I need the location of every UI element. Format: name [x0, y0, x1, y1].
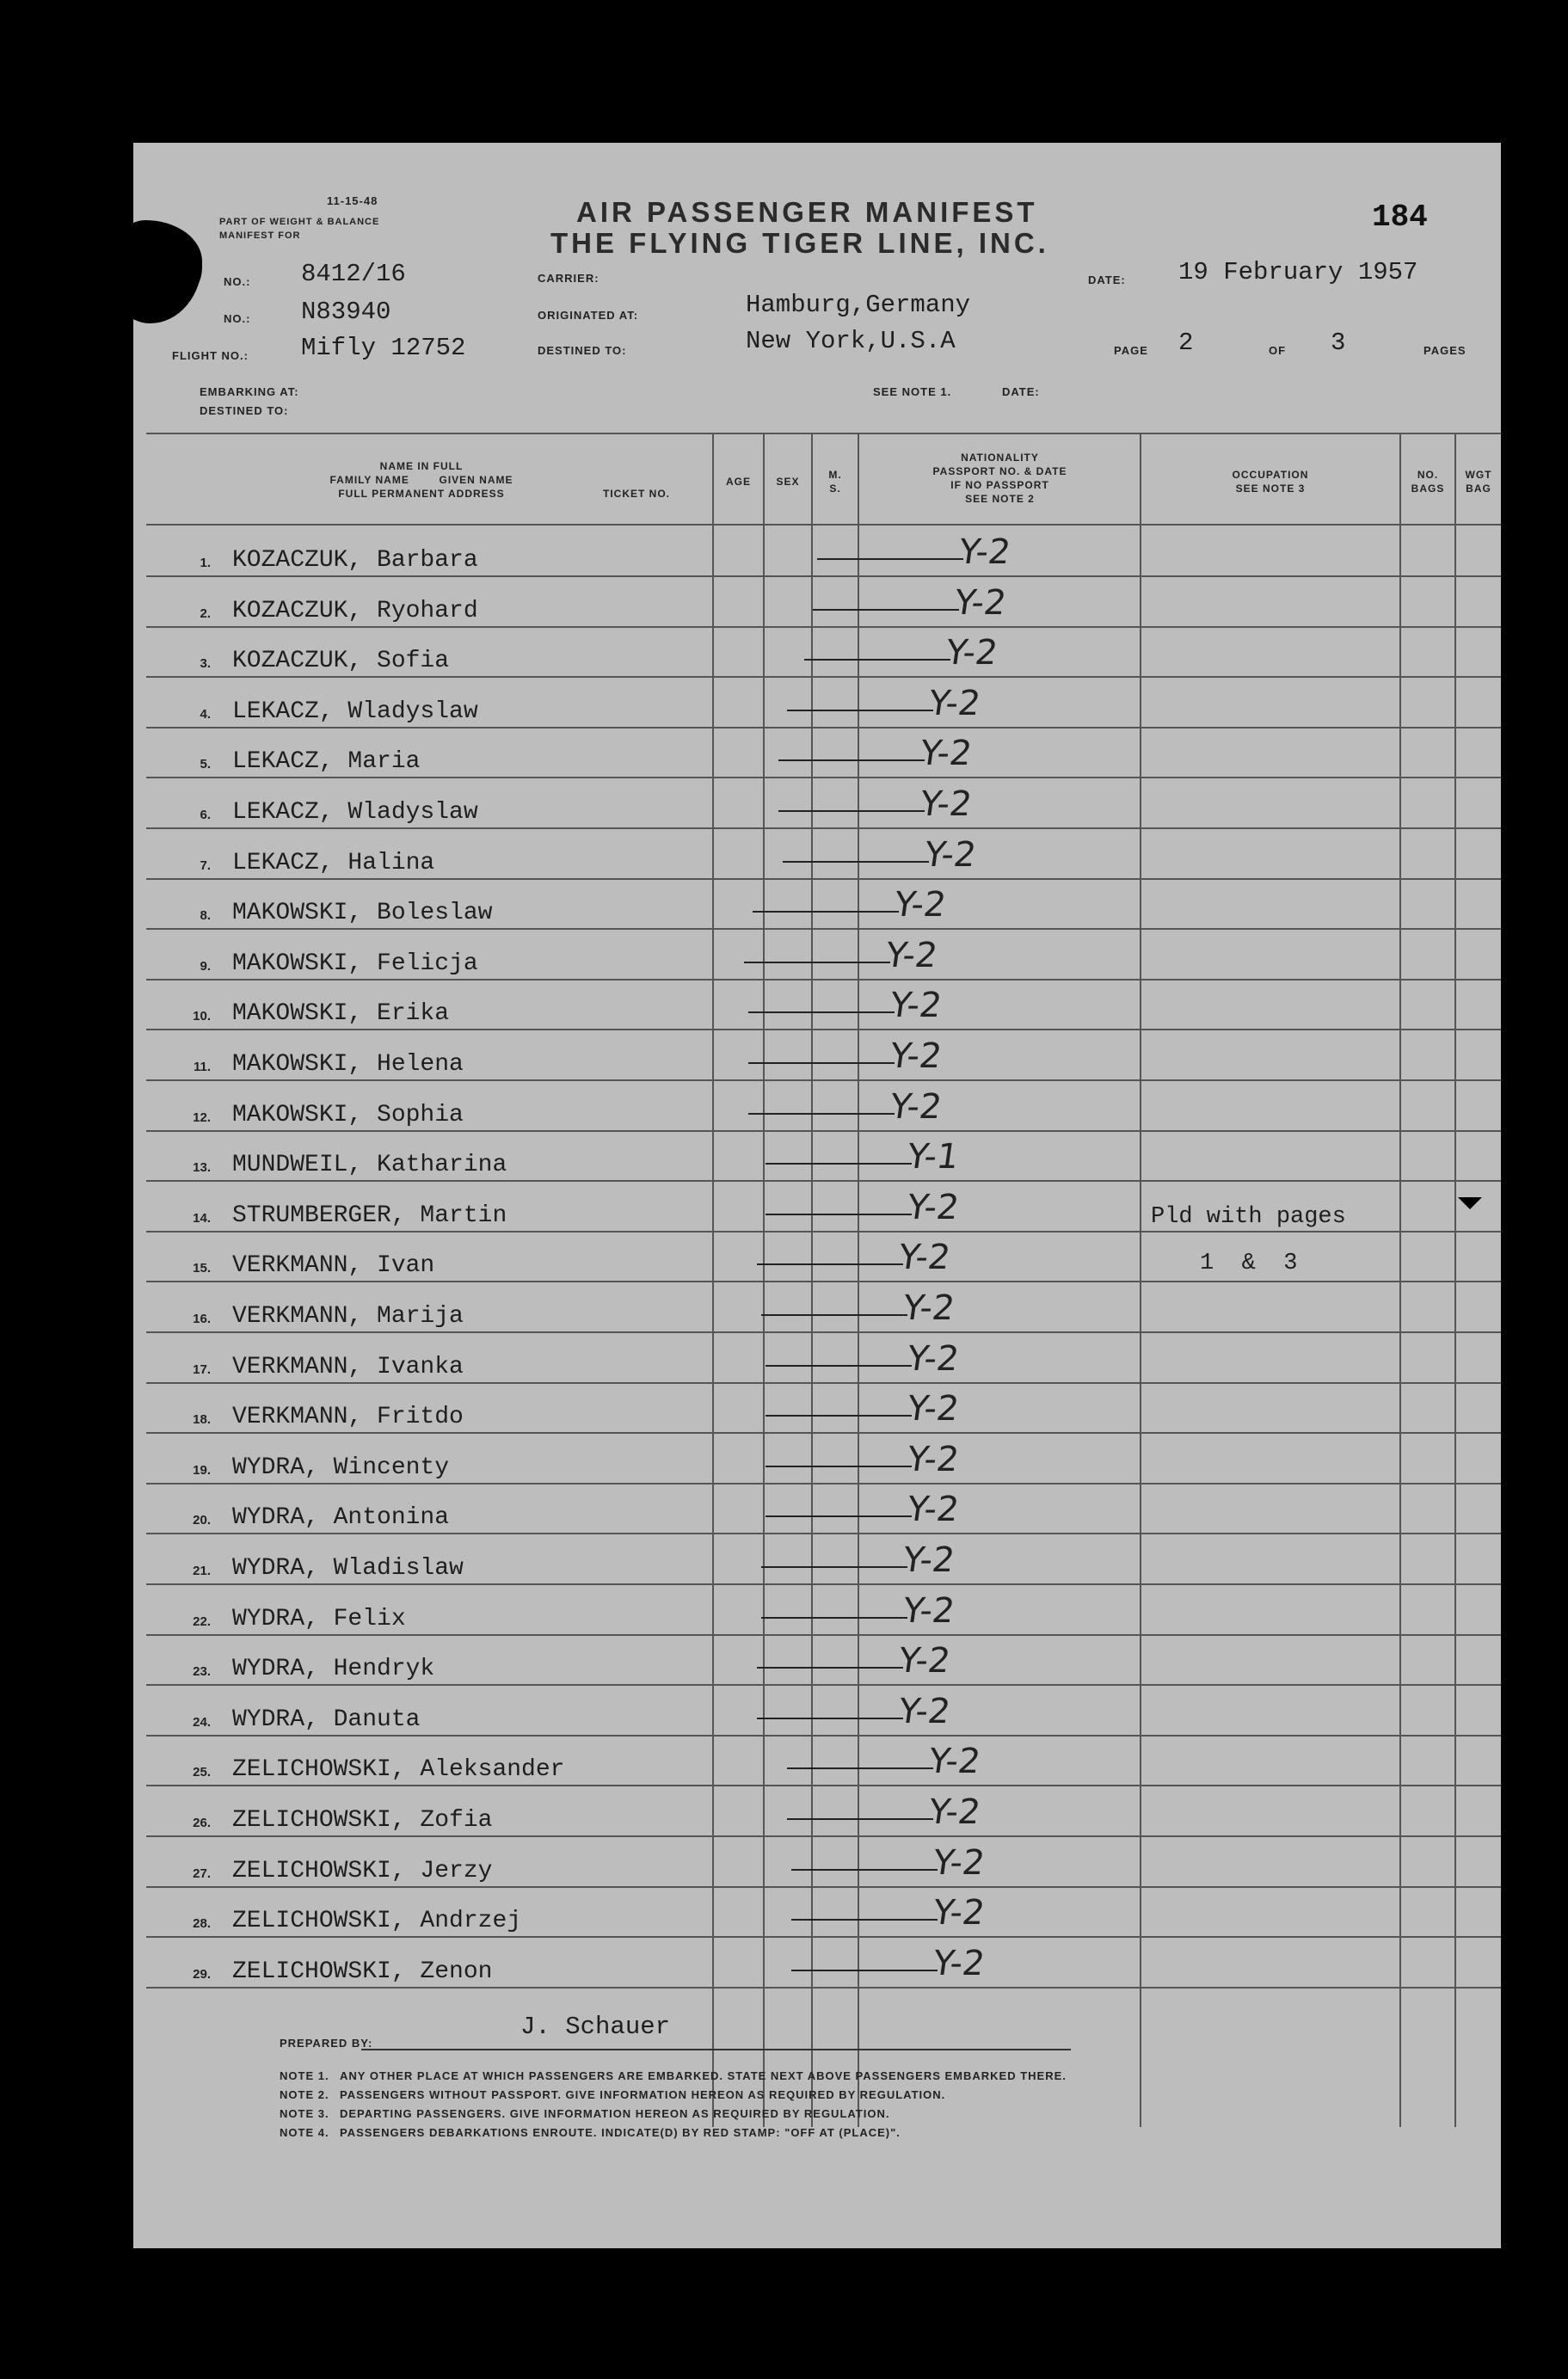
handwritten-mark: Y-2: [956, 532, 1013, 572]
passenger-name: VERKMANN, Ivan: [232, 1252, 435, 1280]
occ-header-line1: OCCUPATION: [1232, 469, 1309, 481]
ms-header-line1: M.: [828, 469, 842, 481]
embarking-label: EMBARKING AT:: [200, 385, 299, 398]
occupation-note-line2: 1 & 3: [1200, 1251, 1298, 1276]
embark-date-label: DATE:: [1002, 385, 1040, 398]
handwritten-mark: Y-2: [930, 1943, 987, 1983]
form-part-line1: PART OF WEIGHT & BALANCE: [219, 217, 380, 227]
handwritten-mark: Y-2: [895, 1641, 953, 1681]
table-row: [146, 1231, 1501, 1282]
passenger-name: MAKOWSKI, Boleslaw: [232, 900, 493, 927]
age-dash-mark: [766, 1515, 912, 1517]
note-4-text: PASSENGERS DEBARKATIONS ENROUTE. INDICATE(D) BY RED STAMP: "OFF AT (PLACE)".: [340, 2126, 901, 2139]
passenger-name: KOZACZUK, Ryohard: [232, 597, 478, 624]
row-number: 29.: [193, 1966, 211, 1982]
handwritten-mark: Y-2: [887, 1086, 944, 1127]
age-dash-mark: [787, 1818, 933, 1820]
row-number: 20.: [193, 1513, 211, 1528]
table-row: [146, 1282, 1501, 1333]
embark-destined-label: DESTINED TO:: [200, 404, 289, 417]
passenger-name: ZELICHOWSKI, Andrzej: [232, 1908, 522, 1935]
handwritten-mark: Y-2: [900, 1288, 957, 1328]
wgt-arrow-mark: [1458, 1197, 1482, 1209]
table-row: [146, 1735, 1501, 1786]
nat-header-line3: IF NO PASSPORT: [950, 479, 1049, 491]
originated-value: Hamburg,Germany: [746, 291, 971, 319]
handwritten-mark: Y-2: [904, 1389, 962, 1429]
handwritten-mark: Y-2: [882, 935, 940, 975]
row-number: 11.: [193, 1060, 211, 1074]
passenger-name: WYDRA, Danuta: [232, 1706, 421, 1733]
table-row: [146, 1634, 1501, 1686]
age-dash-mark: [757, 1667, 903, 1669]
handwritten-mark: Y-2: [895, 1238, 953, 1278]
row-number: 12.: [193, 1110, 211, 1125]
row-number: 17.: [193, 1362, 211, 1377]
name-header-line3: FULL PERMANENT ADDRESS: [338, 488, 505, 500]
row-number: 14.: [193, 1210, 211, 1226]
age-dash-mark: [778, 810, 925, 812]
nationality-column-header: [860, 451, 1140, 506]
plane-no-value: N83940: [301, 298, 391, 326]
passenger-name: ZELICHOWSKI, Zenon: [232, 1958, 493, 1985]
destined-label: DESTINED TO:: [538, 344, 627, 357]
field-no-label: NO.:: [224, 275, 251, 288]
passenger-name: KOZACZUK, Barbara: [232, 547, 478, 574]
passenger-name: LEKACZ, Halina: [232, 849, 435, 876]
row-number: 23.: [193, 1664, 211, 1680]
table-row: [146, 1483, 1501, 1534]
row-number: 1.: [200, 556, 211, 570]
passenger-name: MAKOWSKI, Sophia: [232, 1101, 464, 1128]
age-dash-mark: [791, 1869, 938, 1871]
carrier-title: THE FLYING TIGER LINE, INC.: [550, 227, 1049, 259]
passenger-name: VERKMANN, Ivanka: [232, 1353, 464, 1380]
row-number: 9.: [200, 958, 211, 974]
occupation-note-line1: Pld with pages: [1151, 1204, 1346, 1230]
pages-label: PAGES: [1423, 344, 1467, 357]
age-dash-mark: [783, 861, 929, 863]
handwritten-mark: Y-2: [925, 683, 983, 723]
row-number: 25.: [193, 1765, 211, 1780]
row-number: 4.: [200, 706, 211, 722]
row-number: 18.: [193, 1412, 211, 1428]
passenger-name: WYDRA, Hendryk: [232, 1656, 435, 1683]
row-number: 21.: [193, 1564, 211, 1578]
table-row: [146, 576, 1501, 628]
handwritten-mark: Y-2: [925, 1742, 983, 1782]
date-value: 19 February 1957: [1178, 258, 1418, 286]
table-row: [146, 1030, 1501, 1081]
row-number: 26.: [193, 1816, 211, 1830]
flight-no-label: FLIGHT NO.:: [172, 349, 249, 362]
ticket-column-header: TICKET NO.: [603, 488, 670, 500]
age-dash-mark: [791, 1919, 938, 1921]
occupation-column-header: [1141, 468, 1399, 495]
handwritten-mark: Y-2: [951, 582, 1009, 623]
table-row: [146, 1685, 1501, 1737]
note-3: [280, 2107, 889, 2120]
row-number: 27.: [193, 1866, 211, 1881]
handwritten-mark: Y-2: [930, 1842, 987, 1883]
note-3-label: NOTE 3.: [280, 2107, 329, 2120]
handwritten-mark: Y-2: [900, 1540, 957, 1580]
age-dash-mark: [748, 1113, 895, 1115]
form-part-line2: MANIFEST FOR: [219, 231, 301, 241]
table-row: [146, 626, 1501, 678]
passenger-name: MAKOWSKI, Felicja: [232, 950, 478, 977]
handwritten-mark: Y-2: [904, 1490, 962, 1530]
page-label: PAGE: [1114, 344, 1148, 357]
row-number: 16.: [193, 1312, 211, 1326]
age-dash-mark: [761, 1617, 907, 1619]
note-2-text: PASSENGERS WITHOUT PASSPORT. GIVE INFORMATION HEREON AS REQUIRED BY REGULATION.: [340, 2088, 946, 2101]
bags-header-line1: NO.: [1417, 469, 1439, 481]
handwritten-mark: Y-2: [904, 1338, 962, 1379]
of-value: 3: [1331, 329, 1346, 357]
handwritten-mark: Y-2: [900, 1590, 957, 1631]
passenger-name: LEKACZ, Wladyslaw: [232, 698, 478, 725]
sex-column-header: SEX: [776, 476, 800, 488]
table-row: [146, 979, 1501, 1030]
manifest-sheet: [133, 143, 1501, 2248]
handwritten-mark: Y-2: [917, 784, 975, 824]
row-number: 3.: [200, 656, 211, 672]
nat-header-line1: NATIONALITY: [961, 452, 1039, 464]
nat-header-line2: PASSPORT NO. & DATE: [932, 465, 1067, 477]
row-number: 8.: [200, 908, 211, 924]
passenger-name: MAKOWSKI, Helena: [232, 1051, 464, 1078]
of-label: OF: [1269, 344, 1287, 357]
handwritten-mark: Y-2: [904, 1439, 962, 1479]
plane-no-label: NO.:: [224, 312, 251, 325]
note-2: [280, 2088, 945, 2101]
handwritten-mark: Y-1: [904, 1137, 962, 1177]
handwritten-mark: Y-2: [887, 1036, 944, 1076]
handwritten-mark: Y-2: [930, 1893, 987, 1933]
row-number: 22.: [193, 1614, 211, 1629]
handwritten-mark: Y-2: [917, 734, 975, 774]
date-label: DATE:: [1088, 274, 1126, 286]
age-dash-mark: [778, 759, 925, 761]
passenger-name: STRUMBERGER, Martin: [232, 1202, 507, 1229]
age-dash-mark: [757, 1263, 903, 1265]
table-row: [146, 727, 1501, 778]
age-dash-mark: [766, 1365, 912, 1367]
passenger-name: WYDRA, Felix: [232, 1605, 406, 1632]
table-row: [146, 1080, 1501, 1132]
table-row: [146, 1836, 1501, 1888]
table-row: [146, 1332, 1501, 1384]
form-number: 11-15-48: [327, 194, 378, 207]
row-number: 10.: [193, 1009, 211, 1024]
age-dash-mark: [748, 1062, 895, 1064]
passenger-name: ZELICHOWSKI, Jerzy: [232, 1857, 493, 1884]
handwritten-mark: Y-2: [891, 885, 949, 925]
age-dash-mark: [753, 911, 899, 913]
name-column-header: [280, 459, 563, 501]
table-row: [146, 929, 1501, 980]
name-header-line2: FAMILY NAME GIVEN NAME: [329, 474, 513, 486]
passenger-name: ZELICHOWSKI, Aleksander: [232, 1756, 565, 1784]
table-row: [146, 778, 1501, 829]
age-dash-mark: [813, 609, 959, 611]
table-row: [146, 677, 1501, 728]
age-dash-mark: [761, 1314, 907, 1316]
handwritten-mark: Y-2: [904, 1187, 962, 1227]
age-dash-mark: [766, 1415, 912, 1417]
age-dash-mark: [757, 1718, 903, 1719]
passenger-name: MUNDWEIL, Katharina: [232, 1152, 507, 1179]
handwritten-mark: Y-2: [895, 1691, 953, 1731]
table-row: [146, 828, 1501, 880]
age-dash-mark: [766, 1466, 912, 1467]
age-dash-mark: [744, 962, 890, 963]
table-row: [146, 1584, 1501, 1636]
table-top-line: [146, 433, 1501, 434]
name-header-line1: NAME IN FULL: [379, 460, 464, 472]
note-4: [280, 2126, 901, 2139]
field-no-value: 8412/16: [301, 260, 406, 288]
table-row: [146, 1937, 1501, 1989]
prepared-value: J. Schauer: [520, 2013, 671, 2041]
age-dash-mark: [817, 558, 963, 560]
ms-column-header: [813, 468, 858, 495]
passenger-name: MAKOWSKI, Erika: [232, 1000, 450, 1028]
row-number: 15.: [193, 1261, 211, 1276]
age-dash-mark: [787, 710, 933, 711]
note-3-text: DEPARTING PASSENGERS. GIVE INFORMATION HEREON AS REQUIRED BY REGULATION.: [340, 2107, 890, 2120]
page-value: 2: [1178, 329, 1194, 357]
row-number: 2.: [200, 606, 211, 621]
passenger-name: WYDRA, Wincenty: [232, 1454, 450, 1481]
carrier-label: CARRIER:: [538, 272, 600, 285]
handwritten-mark: Y-2: [921, 834, 979, 875]
passenger-name: VERKMANN, Marija: [232, 1303, 464, 1330]
handwritten-mark: Y-2: [887, 986, 944, 1026]
row-number: 13.: [193, 1160, 211, 1176]
passenger-name: WYDRA, Antonina: [232, 1504, 450, 1532]
passenger-name: VERKMANN, Fritdo: [232, 1404, 464, 1431]
note-2-label: NOTE 2.: [280, 2088, 329, 2101]
wgt-column-header: [1456, 468, 1501, 495]
age-dash-mark: [748, 1011, 895, 1013]
passenger-name: KOZACZUK, Sofia: [232, 648, 450, 675]
prepared-label: PREPARED BY:: [280, 2037, 373, 2050]
table-row: [146, 1382, 1501, 1434]
handwritten-mark: Y-2: [925, 1792, 983, 1832]
see-note-label: SEE NOTE 1.: [873, 385, 952, 398]
flight-no-value: Mifly 12752: [301, 334, 466, 362]
occ-header-line2: SEE NOTE 3: [1235, 483, 1306, 495]
table-row: [146, 1433, 1501, 1485]
torn-corner-hole: [168, 242, 202, 293]
age-dash-mark: [804, 659, 950, 661]
ms-header-line2: S.: [829, 483, 841, 495]
age-dash-mark: [766, 1163, 912, 1165]
passenger-name: LEKACZ, Wladyslaw: [232, 799, 478, 826]
destined-value: New York,U.S.A: [746, 327, 956, 355]
table-row: [146, 1130, 1501, 1182]
stamped-page-number: 184: [1372, 200, 1428, 235]
table-row: [146, 526, 1501, 577]
wgt-header-line2: BAG: [1466, 483, 1491, 495]
handwritten-mark: Y-2: [943, 633, 1000, 673]
prepared-signature-line: [361, 2049, 1071, 2050]
note-1-label: NOTE 1.: [280, 2069, 329, 2082]
table-row: [146, 1534, 1501, 1585]
passenger-name: ZELICHOWSKI, Zofia: [232, 1807, 493, 1834]
table-row: [146, 1786, 1501, 1837]
bags-column-header: [1401, 468, 1454, 495]
age-dash-mark: [761, 1566, 907, 1568]
note-1-text: ANY OTHER PLACE AT WHICH PASSENGERS ARE EMBARKED. STATE NEXT ABOVE PASSENGERS EMBARKED THERE.: [340, 2069, 1067, 2082]
row-number: 28.: [193, 1916, 211, 1932]
note-4-label: NOTE 4.: [280, 2126, 329, 2139]
nat-header-line4: SEE NOTE 2: [965, 493, 1035, 505]
passenger-name: WYDRA, Wladislaw: [232, 1555, 464, 1582]
note-1: [280, 2069, 1067, 2082]
table-row: [146, 1886, 1501, 1938]
age-dash-mark: [791, 1970, 938, 1971]
row-number: 6.: [200, 808, 211, 822]
age-dash-mark: [787, 1767, 933, 1769]
passenger-name: LEKACZ, Maria: [232, 748, 421, 776]
row-number: 5.: [200, 757, 211, 772]
row-number: 7.: [200, 858, 211, 873]
manifest-title: AIR PASSENGER MANIFEST: [576, 196, 1038, 228]
table-row: [146, 878, 1501, 930]
row-number: 19.: [193, 1462, 211, 1478]
age-dash-mark: [766, 1214, 912, 1215]
bags-header-line2: BAGS: [1411, 483, 1445, 495]
age-column-header: AGE: [725, 476, 751, 488]
wgt-header-line1: WGT: [1465, 469, 1492, 481]
row-number: 24.: [193, 1714, 211, 1730]
originated-label: ORIGINATED AT:: [538, 309, 639, 322]
